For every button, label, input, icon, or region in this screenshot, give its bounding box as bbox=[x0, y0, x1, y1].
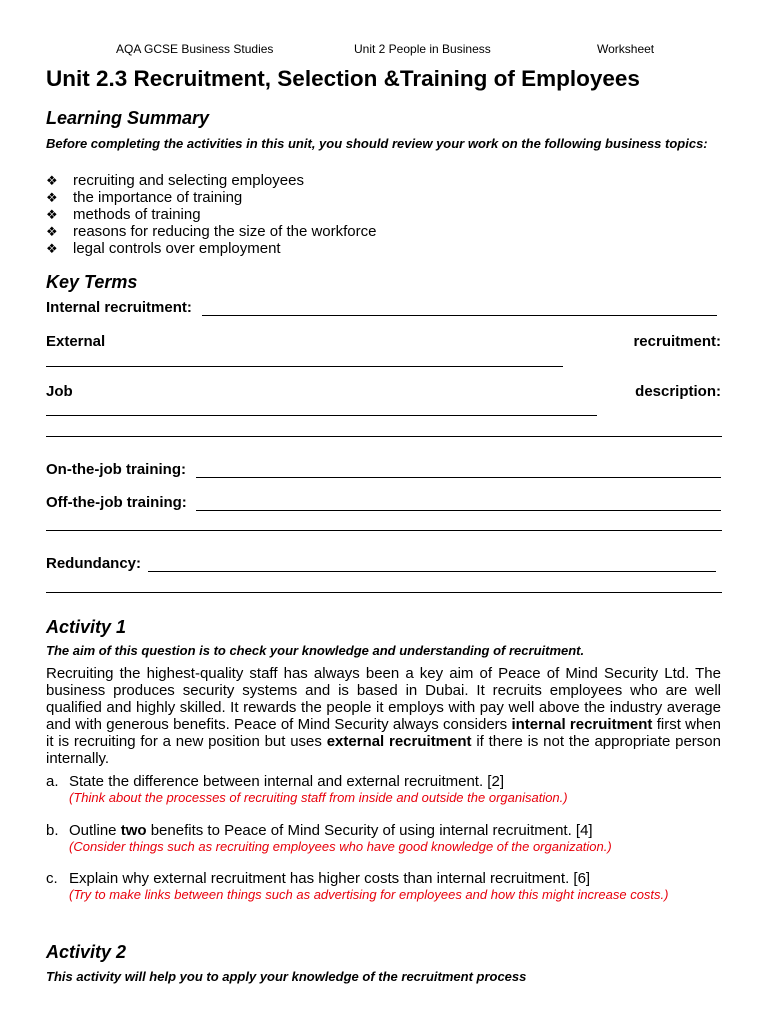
case-bold-external: external recruitment bbox=[326, 733, 472, 750]
topic-text: the importance of training bbox=[73, 189, 243, 206]
topic-text: recruiting and selecting employees bbox=[73, 172, 304, 189]
job-label-part1: Job bbox=[46, 383, 73, 400]
question-text-bold: two bbox=[120, 822, 147, 839]
diamond-bullet-icon: ❖ bbox=[46, 190, 58, 205]
activity-1-heading: Activity 1 bbox=[46, 617, 127, 637]
redundancy-answer-line-2[interactable] bbox=[46, 592, 722, 593]
question-letter: c. bbox=[46, 870, 58, 887]
header-type: Worksheet bbox=[597, 42, 655, 56]
question-text bbox=[69, 870, 590, 887]
case-text-3: if there is not the appropriate person internally. bbox=[46, 733, 721, 767]
topic-text: methods of training bbox=[73, 206, 201, 223]
external-label-part1: External bbox=[46, 333, 106, 350]
diamond-bullet-icon: ❖ bbox=[46, 173, 58, 188]
diamond-bullet-icon: ❖ bbox=[46, 241, 58, 256]
job-label-part2: description: bbox=[635, 383, 721, 400]
on-the-job-label: On-the-job training: bbox=[46, 461, 186, 478]
off-the-job-answer-line-2[interactable] bbox=[46, 530, 722, 531]
page-title: Unit 2.3 Recruitment, Selection &Training of Employees bbox=[46, 66, 640, 91]
list-item bbox=[46, 223, 377, 240]
question-c bbox=[46, 870, 721, 902]
case-text-2: first when it is recruiting for a new position but uses bbox=[46, 716, 722, 750]
question-text bbox=[69, 773, 504, 790]
question-text bbox=[69, 822, 593, 839]
question-hint: (Think about the processes of recruiting staff from inside and outside the organisation.) bbox=[69, 790, 568, 805]
topic-list bbox=[46, 172, 377, 257]
topic-text: legal controls over employment bbox=[73, 240, 281, 257]
learning-summary-intro: Before completing the activities in this unit, you should review your work on the following business topics: bbox=[46, 136, 708, 151]
diamond-bullet-icon: ❖ bbox=[46, 224, 58, 239]
redundancy-label: Redundancy: bbox=[46, 555, 142, 572]
activity-1-aim: The aim of this question is to check your knowledge and understanding of recruitment. bbox=[46, 643, 585, 658]
list-item bbox=[46, 189, 377, 206]
question-letter: b. bbox=[46, 822, 59, 839]
page-header bbox=[0, 42, 768, 56]
question-text-part: State the difference between internal and external recruitment. [2] bbox=[69, 773, 504, 790]
learning-summary-heading: Learning Summary bbox=[46, 108, 210, 128]
key-terms-heading: Key Terms bbox=[46, 272, 138, 292]
question-b bbox=[46, 822, 721, 854]
list-item bbox=[46, 240, 377, 257]
job-description-answer-line[interactable] bbox=[46, 415, 597, 416]
question-text-part: benefits to Peace of Mind Security of using internal recruitment. [4] bbox=[146, 822, 593, 839]
internal-recruitment-label: Internal recruitment: bbox=[46, 299, 192, 316]
question-hint: (Consider things such as recruiting employees who have good knowledge of the organization.) bbox=[69, 839, 612, 854]
list-item bbox=[46, 206, 377, 223]
on-the-job-answer-line[interactable] bbox=[196, 477, 721, 478]
activity-1-case-study bbox=[46, 665, 721, 767]
off-the-job-answer-line[interactable] bbox=[196, 510, 721, 511]
topic-text: reasons for reducing the size of the workforce bbox=[73, 223, 377, 240]
external-label-part2: recruitment: bbox=[633, 333, 721, 350]
header-unit: Unit 2 People in Business bbox=[354, 42, 491, 56]
diamond-bullet-icon: ❖ bbox=[46, 207, 58, 222]
external-recruitment-answer-line[interactable] bbox=[46, 366, 563, 367]
list-item bbox=[46, 172, 377, 189]
internal-recruitment-answer-line[interactable] bbox=[202, 315, 717, 316]
question-hint: (Try to make links between things such as advertising for employees and how this might increase costs.) bbox=[69, 887, 669, 902]
case-bold-internal: internal recruitment bbox=[511, 716, 653, 733]
job-description-answer-line-2[interactable] bbox=[46, 436, 722, 437]
question-a bbox=[46, 773, 721, 805]
question-text-part: Explain why external recruitment has higher costs than internal recruitment. [6] bbox=[69, 870, 591, 887]
case-text-1: Recruiting the highest-quality staff has always been a key aim of Peace of Mind Security Ltd. The business produces security systems and is based in Dubai. It recruits employees who are well qualified and highly skilled. It rewards the people it employs with pay well above the industry average and with generous benefits. Peace of Mind Security always considers bbox=[46, 665, 721, 733]
activity-2-heading: Activity 2 bbox=[46, 942, 127, 962]
question-text-part: Outline bbox=[69, 822, 121, 839]
header-course: AQA GCSE Business Studies bbox=[116, 42, 274, 56]
redundancy-answer-line[interactable] bbox=[148, 571, 716, 572]
activity-2-aim: This activity will help you to apply your knowledge of the recruitment process bbox=[46, 969, 527, 984]
off-the-job-label: Off-the-job training: bbox=[46, 494, 187, 511]
question-letter: a. bbox=[46, 773, 59, 790]
